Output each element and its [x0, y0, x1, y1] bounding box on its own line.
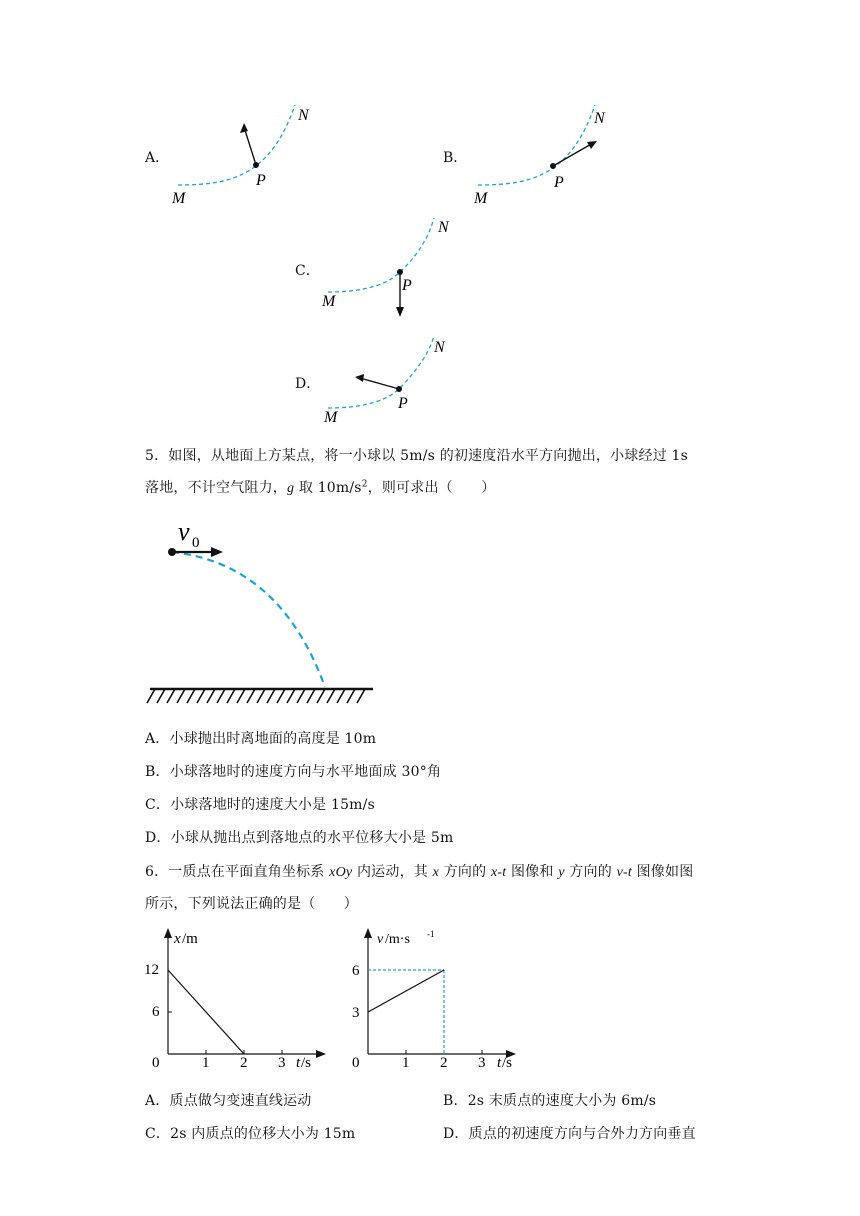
v0-subscript: 0 [192, 535, 200, 551]
label-p: P [256, 172, 266, 189]
y-axis-label-sup: -1 [427, 929, 435, 939]
q6-option-c: C．2s 内质点的位移大小为 15m [145, 1126, 356, 1142]
x-axis-label-var: t [296, 1055, 301, 1071]
option-letter: B． [443, 150, 468, 166]
x-tick-label: 3 [478, 1055, 486, 1071]
q5-option-d: D．小球从抛出点到落地点的水平位移大小是 5m [145, 830, 454, 846]
y-axis-label-var: x [174, 931, 181, 947]
hatch-mark [207, 689, 215, 703]
question-6-stem-line1: 6．一质点在平面直角坐标系 xOy 内运动，其 x 方向的 x-t 图像和 y 方向的 v-t 图像如图 [145, 864, 694, 880]
origin-label: 0 [352, 1055, 360, 1071]
hatch-mark [247, 689, 255, 703]
v-t-line [368, 970, 444, 1012]
y-axis-label-unit: /m·s [385, 932, 410, 947]
hatch-mark [227, 689, 235, 703]
label-p: P [402, 277, 412, 294]
trajectory-path [172, 552, 325, 687]
hatch-mark [267, 689, 275, 703]
y-tick-label: 6 [352, 963, 360, 979]
v0-label: v [178, 517, 190, 546]
label-n: N [298, 107, 309, 124]
y-axis-label-var: v [377, 932, 384, 947]
option-letter: D． [295, 376, 321, 392]
hatch-mark [337, 689, 345, 703]
label-m: M [324, 409, 338, 426]
label-p: P [398, 395, 408, 412]
x-tick-label: 1 [402, 1055, 410, 1071]
hatch-mark [287, 689, 295, 703]
label-m: M [474, 190, 488, 207]
y-tick-label: 12 [144, 962, 159, 978]
label-m: M [322, 293, 336, 310]
q5-option-c: C．小球落地时的速度大小是 15m/s [145, 797, 375, 813]
option-letter: C． [295, 263, 320, 279]
label-n: N [434, 339, 445, 356]
curve-diagram-c [310, 210, 470, 325]
x-t-line [168, 970, 244, 1054]
x-t-graph [140, 922, 330, 1077]
q5-option-b: B．小球落地时的速度方向与水平地面成 30°角 [145, 764, 442, 780]
hatch-mark [147, 689, 155, 703]
x-axis-label-var: t [497, 1055, 502, 1071]
projectile-figure [145, 515, 385, 710]
hatch-mark [217, 689, 225, 703]
option-letter: A． [145, 150, 170, 166]
x-tick-label: 3 [278, 1055, 286, 1071]
q5-option-a: A．小球抛出时离地面的高度是 10m [145, 731, 377, 747]
y-tick-label: 3 [352, 1005, 360, 1021]
x-tick-label: 2 [440, 1055, 448, 1071]
x-axis-label-unit: /s [301, 1055, 312, 1071]
hatch-mark [187, 689, 195, 703]
label-m: M [172, 190, 186, 207]
hatch-mark [157, 689, 165, 703]
ground-hatching [147, 689, 365, 703]
hatch-mark [317, 689, 325, 703]
label-n: N [438, 219, 449, 236]
x-tick-label: 1 [202, 1055, 210, 1071]
origin-label: 0 [152, 1055, 160, 1071]
hatch-mark [357, 689, 365, 703]
question-5-stem-line2: 落地，不计空气阻力，g 取 $10m/s^2$，则可求出（ ） [145, 479, 496, 496]
question-5-stem-line1: 5．如图，从地面上方某点，将一小球以 5m/s 的初速度沿水平方向抛出，小球经过 1s [145, 448, 689, 464]
x-tick-label: 2 [240, 1055, 248, 1071]
curve-diagram-d [310, 330, 470, 430]
curve-diagram-a [160, 95, 320, 210]
velocity-arrow-icon [211, 547, 223, 557]
x-axis-label-unit: /s [502, 1055, 513, 1071]
hatch-mark [347, 689, 355, 703]
hatch-mark [277, 689, 285, 703]
curve-diagram-b [460, 95, 620, 210]
question-6-stem-line2: 所示，下列说法正确的是（ ） [145, 896, 358, 912]
hatch-mark [307, 689, 315, 703]
q6-option-b: B．2s 末质点的速度大小为 6m/s [443, 1093, 657, 1109]
y-tick-label: 6 [152, 1004, 160, 1020]
hatch-mark [197, 689, 205, 703]
label-p: P [554, 174, 564, 191]
q6-option-a: A．质点做匀变速直线运动 [145, 1093, 312, 1109]
hatch-mark [257, 689, 265, 703]
hatch-mark [327, 689, 335, 703]
y-axis-label-unit: /m [182, 931, 198, 947]
hatch-mark [237, 689, 245, 703]
v-t-graph [340, 922, 530, 1077]
hatch-mark [297, 689, 305, 703]
label-n: N [594, 110, 605, 127]
hatch-mark [177, 689, 185, 703]
hatch-mark [167, 689, 175, 703]
q6-option-d: D．质点的初速度方向与合外力方向垂直 [443, 1126, 696, 1142]
